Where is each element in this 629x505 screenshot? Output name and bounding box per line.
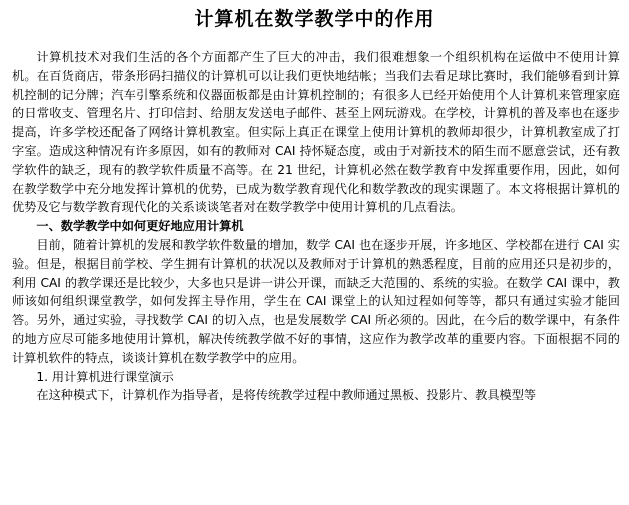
paragraph-item-1: 在这种模式下，计算机作为指导者，是将传统教学过程中教师通过黑板、投影片、教具模型等 (36, 388, 537, 403)
paragraph-intro: 计算机技术对我们生活的各个方面都产生了巨大的冲击，我们很难想象一个组织机构在运做中不使用计算机。在百货商店，带条形码扫描仪的计算机可以让我们更快地结帐；当我们去看足球比赛时，我们能够看到计算机控制的记分牌；汽车引擎系统和仪器面板都是由计算机控制的；有很多人已经开始使用个人计算机来管理家庭的日常收支、管理名片、打印信封、给朋友发送电子邮件、甚至上网玩游戏。在学校，计算机的普及率也在逐步提高，许多学校还配备了网络计算机教室。但实际上真正在课堂上使用计算机的教师却很少，计算机教室成了打字室。造成这种情况有许多原因，如有的教师对 CAI 持怀疑态度，或由于对新技术的陌生而不愿意尝试，还有教学软件的缺乏，现有的教学软件质量不高等。在 21 世纪，计算机必然在数学教育中发挥重要作用，因此，如何在教学数学中充分地发挥计算机的优势，已成为数学教育现代化和数学教改的现实课题了。本文将根据计算机的优势及它与数学教育现代化的关系谈谈笔者对在数学教学中使用计算机的几点看法。 (12, 50, 620, 215)
paragraph-section-1: 目前，随着计算机的发展和教学软件数量的增加，数学 CAI 也在逐步开展，许多地区、学校都在进行 CAI 实验。但是，根据目前学校、学生拥有计算机的状况以及教师对于计算机的熟悉程度，目前的应用还只是初步的，利用 CAI 的教学课还是比较少，大多也只是讲一讲公开课，而缺乏大范围的、系统的实验。在数学 CAI 课中，教师该如何组织课堂教学，如何发挥主导作用，学生在 CAI 课堂上的认知过程如何等等，都只有通过实验才能回答。另外，通过实验，寻找数学 CAI 的切入点，也是发展数学 CAI 所必须的。因此，在今后的数学课中，有条件的地方应尽可能多地使用计算机，解决传统教学做不好的事情，这应作为教学改革的重要内容。下面根据不同的计算机软件的特点，谈谈计算机在数学教学中的应用。 (12, 237, 620, 365)
document-body (12, 48, 620, 405)
document-title: 计算机在数学教学中的作用 (194, 8, 435, 30)
numbered-item-1: 1. 用计算机进行课堂演示 (36, 369, 174, 384)
section-heading-1: 一、数学教学中如何更好地应用计算机 (36, 219, 244, 234)
